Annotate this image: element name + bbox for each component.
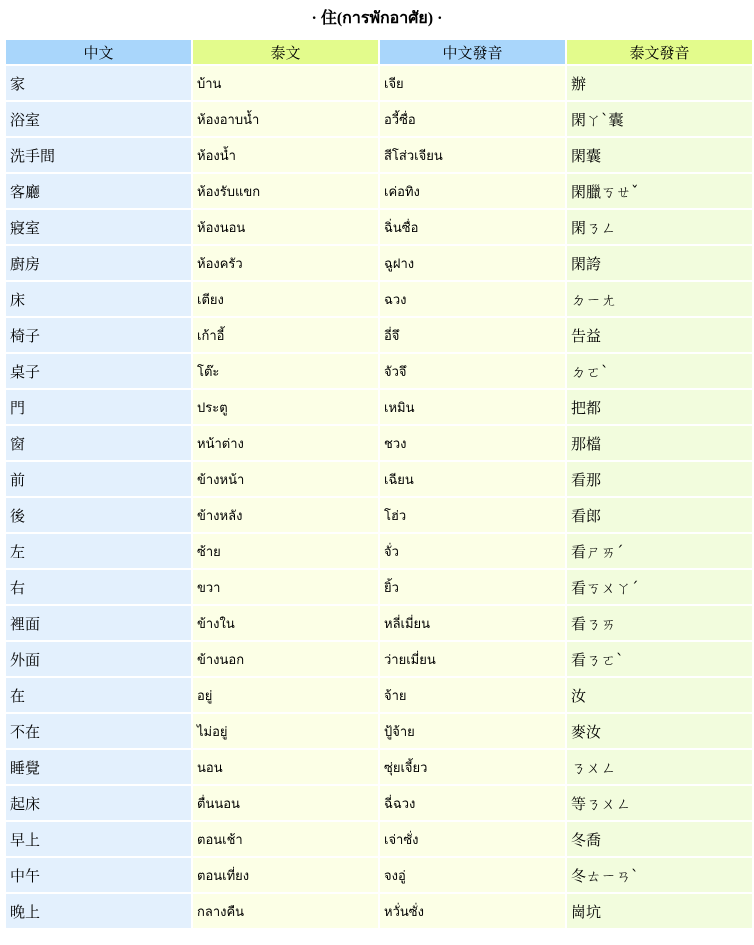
cell-chinese-pronunciation: อวี้ซื่อ	[380, 102, 565, 138]
cell-thai: ห้องนอน	[193, 210, 378, 246]
cell-chinese: 晚上	[6, 894, 191, 930]
cell-thai-pronunciation: 冬喬	[567, 822, 752, 858]
cell-chinese-pronunciation: ฉี่ฉวง	[380, 786, 565, 822]
cell-thai: ห้องอาบน้ำ	[193, 102, 378, 138]
cell-thai-pronunciation: 閑囊	[567, 138, 752, 174]
table-row	[6, 642, 752, 678]
cell-chinese: 裡面	[6, 606, 191, 642]
cell-chinese-pronunciation: หลี่เมี่ยน	[380, 606, 565, 642]
cell-thai: เก้าอี้	[193, 318, 378, 354]
cell-chinese-pronunciation: จั่ว	[380, 534, 565, 570]
table-row	[6, 246, 752, 282]
table-body	[6, 66, 752, 930]
cell-thai: ข้างนอก	[193, 642, 378, 678]
cell-thai: ข้างหน้า	[193, 462, 378, 498]
cell-thai: ข้างหลัง	[193, 498, 378, 534]
table-row	[6, 138, 752, 174]
cell-chinese-pronunciation: ฉูฝาง	[380, 246, 565, 282]
cell-thai-pronunciation: ㄉㄛˋ	[567, 354, 752, 390]
cell-chinese: 洗手間	[6, 138, 191, 174]
cell-thai-pronunciation: 看那	[567, 462, 752, 498]
table-row	[6, 894, 752, 930]
cell-chinese: 後	[6, 498, 191, 534]
cell-chinese: 浴室	[6, 102, 191, 138]
table-row	[6, 750, 752, 786]
table-row	[6, 426, 752, 462]
cell-chinese: 寢室	[6, 210, 191, 246]
table-row	[6, 282, 752, 318]
cell-chinese-pronunciation: เจ่าซั่ง	[380, 822, 565, 858]
cell-thai: นอน	[193, 750, 378, 786]
cell-chinese: 中午	[6, 858, 191, 894]
cell-thai-pronunciation: 看郎	[567, 498, 752, 534]
cell-chinese-pronunciation: ซุ่ยเจี้ยว	[380, 750, 565, 786]
cell-thai: ไม่อยู่	[193, 714, 378, 750]
cell-thai-pronunciation: 閑臘ㄎㄝˇ	[567, 174, 752, 210]
table-row	[6, 66, 752, 102]
cell-thai-pronunciation: ㄉㄧㄤ	[567, 282, 752, 318]
table-row	[6, 786, 752, 822]
table-row	[6, 174, 752, 210]
table-row	[6, 462, 752, 498]
cell-thai-pronunciation: 閑ㄋㄥ	[567, 210, 752, 246]
cell-thai: ห้องครัว	[193, 246, 378, 282]
cell-thai: ตื่นนอน	[193, 786, 378, 822]
cell-thai-pronunciation: 閑誇	[567, 246, 752, 282]
table-row	[6, 390, 752, 426]
cell-thai: ห้องรับแขก	[193, 174, 378, 210]
cell-thai-pronunciation: ㄋㄨㄥ	[567, 750, 752, 786]
cell-thai: โต๊ะ	[193, 354, 378, 390]
cell-thai-pronunciation: 等ㄋㄨㄥ	[567, 786, 752, 822]
cell-chinese: 起床	[6, 786, 191, 822]
cell-chinese: 床	[6, 282, 191, 318]
column-header-thai: 泰文	[193, 40, 378, 66]
cell-thai-pronunciation: 閑ㄚˋ囊	[567, 102, 752, 138]
cell-chinese: 窗	[6, 426, 191, 462]
cell-thai-pronunciation: 看ㄕㄞˊ	[567, 534, 752, 570]
cell-thai-pronunciation: 汝	[567, 678, 752, 714]
cell-chinese: 椅子	[6, 318, 191, 354]
cell-chinese-pronunciation: ฉิ่นซื่อ	[380, 210, 565, 246]
table-row	[6, 714, 752, 750]
cell-thai-pronunciation: 辦	[567, 66, 752, 102]
cell-chinese-pronunciation: หวั่นซั่ง	[380, 894, 565, 930]
cell-chinese-pronunciation: เจีย	[380, 66, 565, 102]
cell-thai: บ้าน	[193, 66, 378, 102]
page-title: · 住(การพักอาศัย) ·	[311, 10, 443, 27]
table-row	[6, 210, 752, 246]
cell-chinese: 客廳	[6, 174, 191, 210]
cell-chinese-pronunciation: จัวจึ	[380, 354, 565, 390]
cell-thai-pronunciation: 麥汝	[567, 714, 752, 750]
cell-thai: เตียง	[193, 282, 378, 318]
cell-thai: ตอนเที่ยง	[193, 858, 378, 894]
cell-thai: ข้างใน	[193, 606, 378, 642]
cell-thai-pronunciation: 冬ㄊㄧㄢˋ	[567, 858, 752, 894]
table-row	[6, 498, 752, 534]
cell-chinese-pronunciation: ยิ้ว	[380, 570, 565, 606]
cell-chinese-pronunciation: เฉียน	[380, 462, 565, 498]
table-row	[6, 102, 752, 138]
cell-chinese-pronunciation: จงอู่	[380, 858, 565, 894]
cell-thai-pronunciation: 崗坑	[567, 894, 752, 930]
cell-thai: ประตู	[193, 390, 378, 426]
cell-chinese: 右	[6, 570, 191, 606]
table-row	[6, 354, 752, 390]
column-header-chinese: 中文	[6, 40, 191, 66]
cell-chinese: 睡覺	[6, 750, 191, 786]
cell-chinese-pronunciation: โฮ่ว	[380, 498, 565, 534]
cell-chinese-pronunciation: เหมิน	[380, 390, 565, 426]
cell-chinese: 早上	[6, 822, 191, 858]
cell-thai-pronunciation: 那檔	[567, 426, 752, 462]
cell-chinese: 外面	[6, 642, 191, 678]
cell-chinese-pronunciation: ปู้จ้าย	[380, 714, 565, 750]
cell-chinese: 不在	[6, 714, 191, 750]
cell-thai-pronunciation: 告益	[567, 318, 752, 354]
table-row	[6, 570, 752, 606]
table-row	[6, 606, 752, 642]
cell-thai: ห้องน้ำ	[193, 138, 378, 174]
cell-chinese: 左	[6, 534, 191, 570]
cell-chinese-pronunciation: สีโส่วเจียน	[380, 138, 565, 174]
cell-chinese: 家	[6, 66, 191, 102]
column-header-chinese-pronunciation: 中文發音	[380, 40, 565, 66]
cell-chinese: 在	[6, 678, 191, 714]
column-header-thai-pronunciation: 泰文發音	[567, 40, 752, 66]
cell-chinese-pronunciation: ฉวง	[380, 282, 565, 318]
cell-thai: หน้าต่าง	[193, 426, 378, 462]
cell-thai: ซ้าย	[193, 534, 378, 570]
table-row	[6, 678, 752, 714]
table-row	[6, 318, 752, 354]
cell-chinese-pronunciation: จ้าย	[380, 678, 565, 714]
cell-thai-pronunciation: 看ㄋㄞ	[567, 606, 752, 642]
cell-chinese: 廚房	[6, 246, 191, 282]
table-header-row	[6, 40, 752, 66]
cell-thai: กลางคืน	[193, 894, 378, 930]
cell-thai-pronunciation: 把都	[567, 390, 752, 426]
cell-chinese: 前	[6, 462, 191, 498]
cell-thai-pronunciation: 看ㄎㄨㄚˊ	[567, 570, 752, 606]
cell-chinese-pronunciation: อี่จึ	[380, 318, 565, 354]
vocabulary-table	[4, 40, 754, 930]
cell-thai: ขวา	[193, 570, 378, 606]
table-row	[6, 822, 752, 858]
cell-chinese-pronunciation: ชวง	[380, 426, 565, 462]
table-row	[6, 858, 752, 894]
table-row	[6, 534, 752, 570]
cell-thai-pronunciation: 看ㄋㄛˋ	[567, 642, 752, 678]
cell-chinese: 桌子	[6, 354, 191, 390]
cell-thai: อยู่	[193, 678, 378, 714]
cell-thai: ตอนเช้า	[193, 822, 378, 858]
cell-chinese-pronunciation: ว่ายเมี่ยน	[380, 642, 565, 678]
cell-chinese: 門	[6, 390, 191, 426]
cell-chinese-pronunciation: เค่อทิง	[380, 174, 565, 210]
